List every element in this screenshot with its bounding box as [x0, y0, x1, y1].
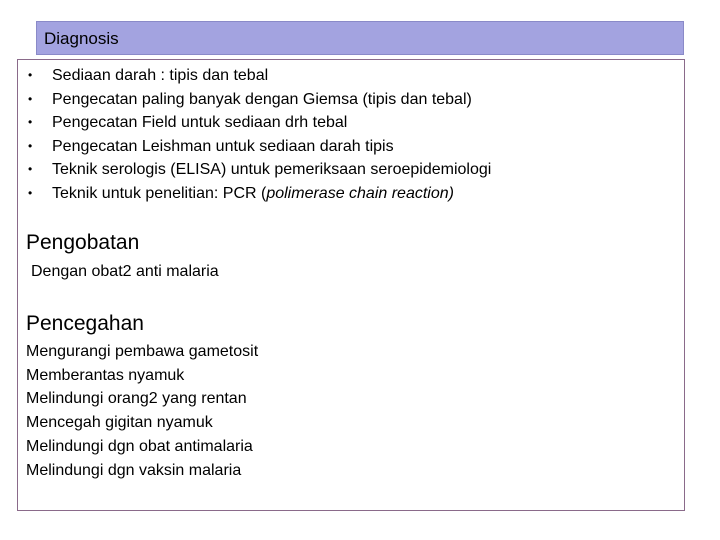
bullet: • [28, 115, 33, 130]
bullet: • [28, 185, 33, 200]
pengobatan-text: Dengan obat2 anti malaria [31, 263, 219, 280]
pcr-prefix: Teknik untuk penelitian: PCR ( [52, 184, 267, 202]
pencegahan-list [26, 340, 258, 482]
diagnosis-item: • Pengecatan Field untuk sediaan drh tebal [28, 111, 491, 135]
pengobatan-heading: Pengobatan [26, 231, 140, 254]
pencegahan-item: Melindungi dgn obat antimalaria [26, 437, 253, 455]
diagnosis-item: • Teknik serologis (ELISA) untuk pemeriksaan seroepidemiologi [28, 158, 491, 182]
bullet: • [28, 138, 33, 153]
pencegahan-item: Melindungi orang2 yang rentan [26, 390, 247, 408]
bullet: • [28, 162, 33, 177]
bullet: • [28, 68, 33, 82]
pencegahan-item: Mengurangi pembawa gametosit [26, 343, 259, 360]
content-box [17, 59, 685, 511]
bullet: • [28, 91, 33, 106]
pcr-italic: polimerase chain reaction) [266, 184, 454, 202]
pencegahan-heading: Pencegahan [26, 312, 144, 335]
diagnosis-item [28, 182, 491, 206]
title-bar [36, 21, 684, 55]
pencegahan-item: Melindungi dgn vaksin malaria [26, 461, 242, 479]
diagnosis-item: • Pengecatan paling banyak dengan Giemsa (tipis dan tebal) [28, 88, 491, 112]
diagnosis-item: • Pengecatan Leishman untuk sediaan darah tipis [28, 135, 491, 159]
slide-title: Diagnosis [44, 29, 119, 48]
diagnosis-list [28, 64, 491, 206]
diagnosis-item: • Sediaan darah : tipis dan tebal [28, 64, 491, 88]
pencegahan-item: Mencegah gigitan nyamuk [26, 414, 213, 432]
pencegahan-item: Memberantas nyamuk [26, 366, 185, 384]
